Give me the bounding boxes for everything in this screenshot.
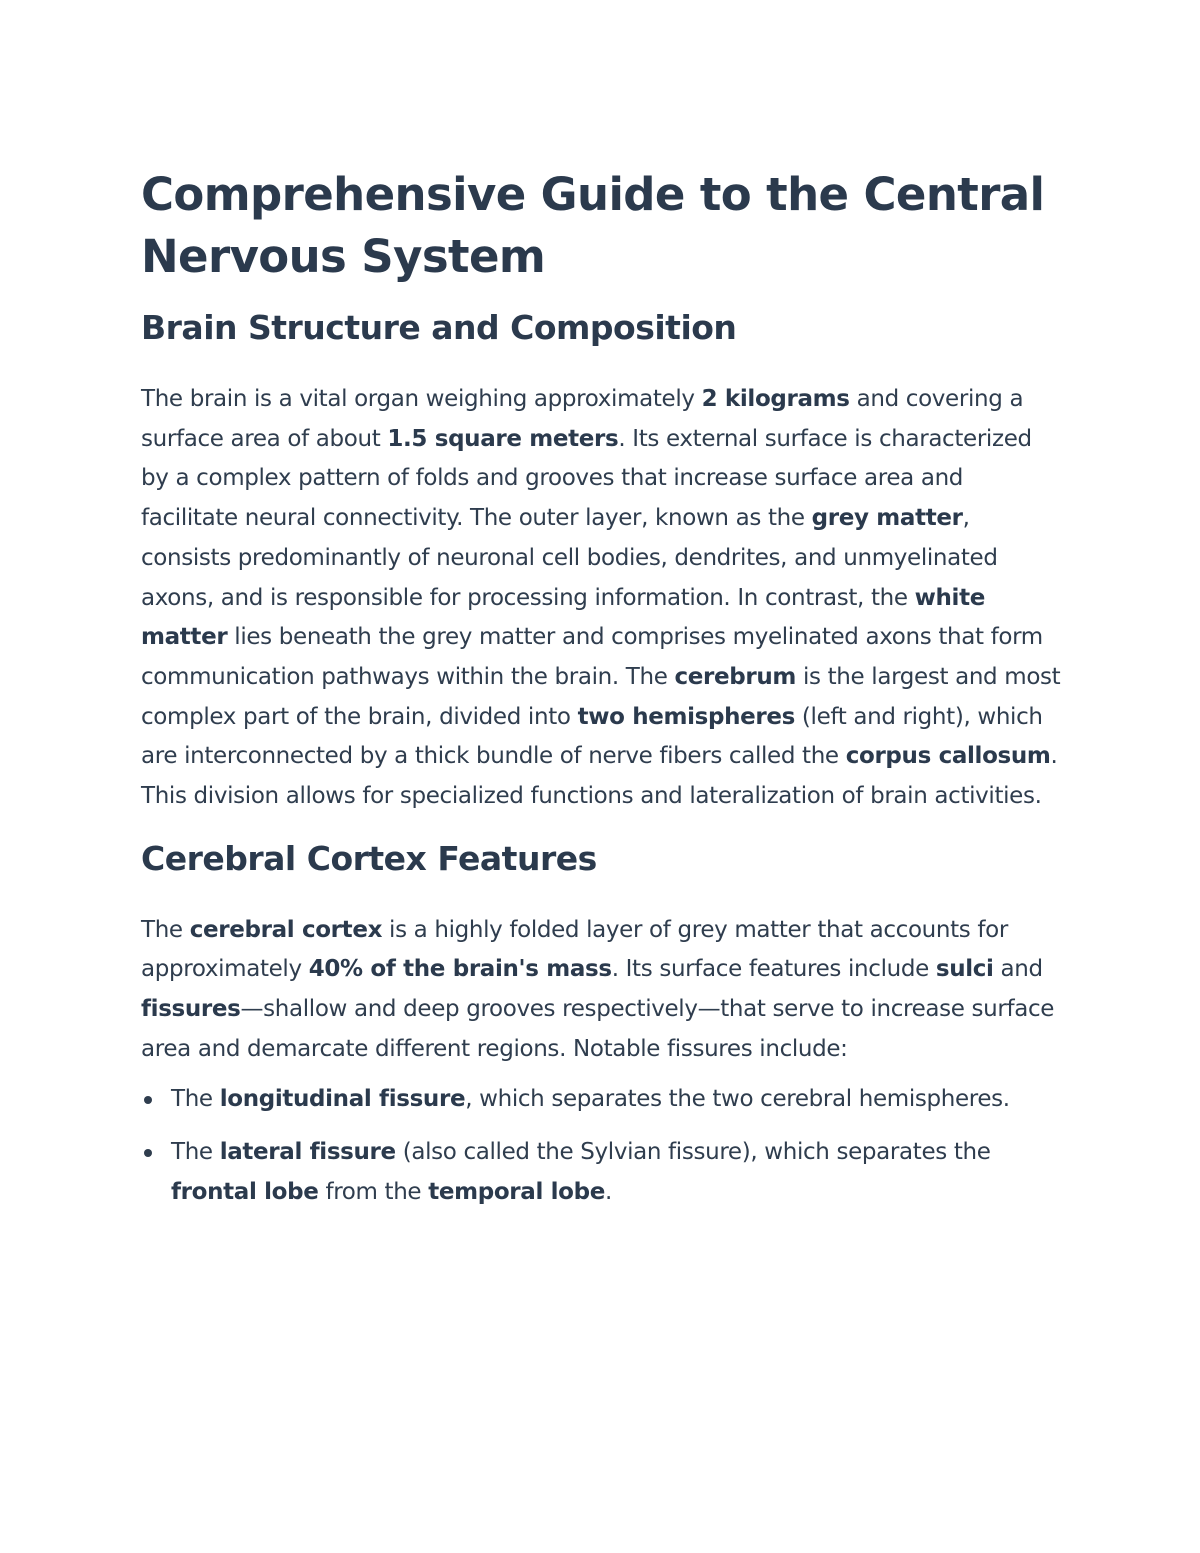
- bold-term: grey matter: [811, 505, 963, 532]
- list-item-text: [171, 1086, 1010, 1112]
- text-run: .: [604, 1178, 612, 1205]
- fissure-list: [141, 1080, 1061, 1213]
- text-run: is a highly folded layer of grey matter that accounts for approximately: [141, 916, 1008, 983]
- bold-term: temporal lobe: [428, 1178, 605, 1205]
- text-run: from the: [318, 1178, 429, 1205]
- bold-term: white matter: [141, 584, 985, 651]
- list-item-text: [171, 1139, 991, 1205]
- document-page: [141, 164, 1061, 1227]
- text-run: lies beneath the grey matter and comprises myelinated axons that form communication pathways within the brain. The: [141, 624, 1043, 690]
- list-item: [141, 1080, 1061, 1120]
- section-heading-cerebral-cortex: Cerebral Cortex Features: [141, 838, 597, 878]
- text-run: and: [993, 956, 1043, 983]
- text-run: , which separates the two cerebral hemispheres.: [465, 1085, 1010, 1112]
- bold-term: cerebral cortex: [189, 916, 383, 943]
- bold-term: longitudinal fissure: [219, 1085, 466, 1112]
- text-run: , consists predominantly of neuronal cell bodies, dendrites, and unmyelinated axons, and is responsible for processing information. In contrast, the: [141, 505, 998, 611]
- bold-term: 2 kilograms: [701, 386, 850, 412]
- bold-term: 1.5 square meters: [387, 425, 619, 452]
- section-paragraph-cerebral-cortex: [141, 911, 1061, 1070]
- text-run: The: [171, 1139, 220, 1166]
- text-run: and covering a surface area of about: [141, 386, 1024, 452]
- text-run: (also called the Sylvian fissure), which separates the: [395, 1139, 991, 1166]
- text-run: The: [141, 916, 190, 943]
- bold-term: lateral fissure: [219, 1139, 396, 1166]
- bold-term: cerebrum: [674, 663, 797, 690]
- bold-term: sulci: [935, 956, 994, 983]
- text-run: —shallow and deep grooves respectively—that serve to increase surface area and demarcate different regions. Notable fissures include:: [141, 996, 1055, 1062]
- bullet-icon: [144, 1149, 152, 1157]
- bold-term: frontal lobe: [171, 1178, 319, 1205]
- text-run: is the largest and most complex part of the brain, divided into: [141, 663, 1061, 730]
- text-run: The brain is a vital organ weighing approximately: [141, 386, 702, 412]
- bullet-icon: [144, 1096, 152, 1104]
- text-run: The: [171, 1085, 220, 1112]
- bold-term: fissures: [141, 996, 241, 1023]
- section-paragraph-brain-structure: [141, 380, 1061, 817]
- text-run: (left and right), which are interconnected by a thick bundle of nerve fibers called the: [141, 703, 1043, 770]
- page-title: Comprehensive Guide to the Central Nervous System: [141, 168, 1045, 283]
- list-item: [141, 1133, 1061, 1212]
- text-run: . Its external surface is characterized by a complex pattern of folds and grooves that increase surface area and facilitate neural connectivity. The outer layer, known as the: [141, 425, 1032, 532]
- bold-term: two hemispheres: [577, 703, 795, 730]
- text-run: . This division allows for specialized functions and lateralization of brain activities.: [141, 743, 1058, 810]
- text-run: . Its surface features include: [611, 956, 936, 983]
- bold-term: corpus callosum: [845, 743, 1051, 770]
- bold-term: 40% of the brain's mass: [308, 956, 612, 983]
- section-heading-brain-structure: Brain Structure and Composition: [141, 308, 737, 347]
